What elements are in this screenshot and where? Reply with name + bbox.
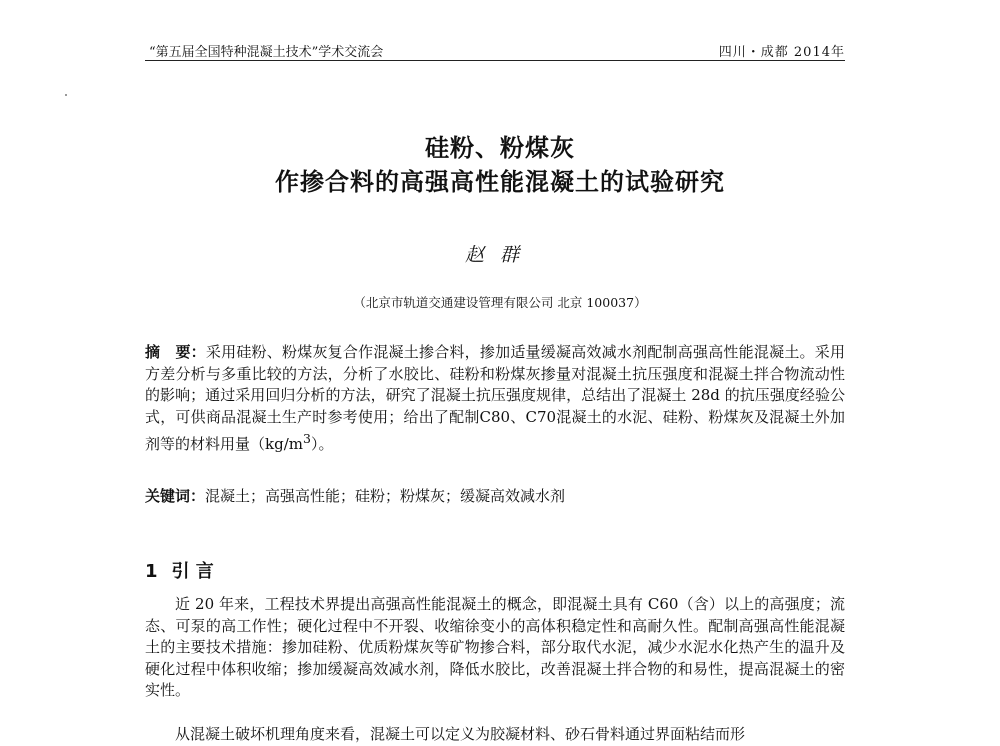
running-header <box>145 40 845 61</box>
section-number: 1 <box>145 561 158 582</box>
conference-name: “第五届全国特种混凝土技术”学术交流会 <box>149 45 384 60</box>
abstract-text: 采用硅粉、粉煤灰复合作混凝土掺合料，掺加适量缓凝高效减水剂配制高强高性能混凝土。采用方差分析与多重比较的方法，分析了水胶比、硅粉和粉煤灰掺量对混凝土抗压强度和混凝土拌合物流动性的影响；通过采用回归分析的方法，研究了混凝土抗压强度规律，总结出了混凝土 28d 的抗压强度经验公式，可供商品混凝土生产时参考使用；给出了配制C80、C70混凝土的水泥、硅粉、粉煤灰及混凝土外加剂等的材料用量（kg/m <box>145 343 845 453</box>
scan-speck <box>65 94 67 96</box>
location-year: 四川・成都 2014年 <box>718 45 845 60</box>
body-paragraph-2: 从混凝土破坏机理角度来看，混凝土可以定义为胶凝材料、砂石骨料通过界面粘结而形 <box>175 725 746 743</box>
body-paragraph-1: 近 20 年来，工程技术界提出高强高性能混凝土的概念，即混凝土具有 C60（含）以上的高强度；流态、可泵的高工作性；硬化过程中不开裂、收缩徐变小的高体积稳定性和高耐久性。配制高强高性能混凝土的主要技术措施：掺加硅粉、优质粉煤灰等矿物掺合料，部分取代水泥，减少水泥水化热产生的温升及硬化过程中体积收缩；掺加缓凝高效减水剂，降低水胶比，改善混凝土拌合物的和易性，提高混凝土的密实性。 <box>145 595 845 699</box>
abstract-text-end: ）。 <box>310 435 334 453</box>
author-affiliation: （北京市轨道交通建设管理有限公司 北京 100037） <box>353 295 647 310</box>
abstract-superscript: 3 <box>302 431 311 446</box>
keywords-text: 混凝土；高强高性能；硅粉；粉煤灰；缓凝高效减水剂 <box>205 487 566 505</box>
paper-title-line-1: 硅粉、粉煤灰 <box>425 134 575 162</box>
keywords <box>145 486 845 508</box>
keywords-label: 关键词： <box>145 487 206 505</box>
abstract-label: 摘 要： <box>145 343 206 361</box>
section-title: 引 言 <box>171 561 214 582</box>
abstract <box>145 342 845 456</box>
paper-title-line-2: 作掺合料的高强高性能混凝土的试验研究 <box>275 168 725 196</box>
section-heading <box>145 557 214 583</box>
author-name: 赵群 <box>464 244 535 266</box>
